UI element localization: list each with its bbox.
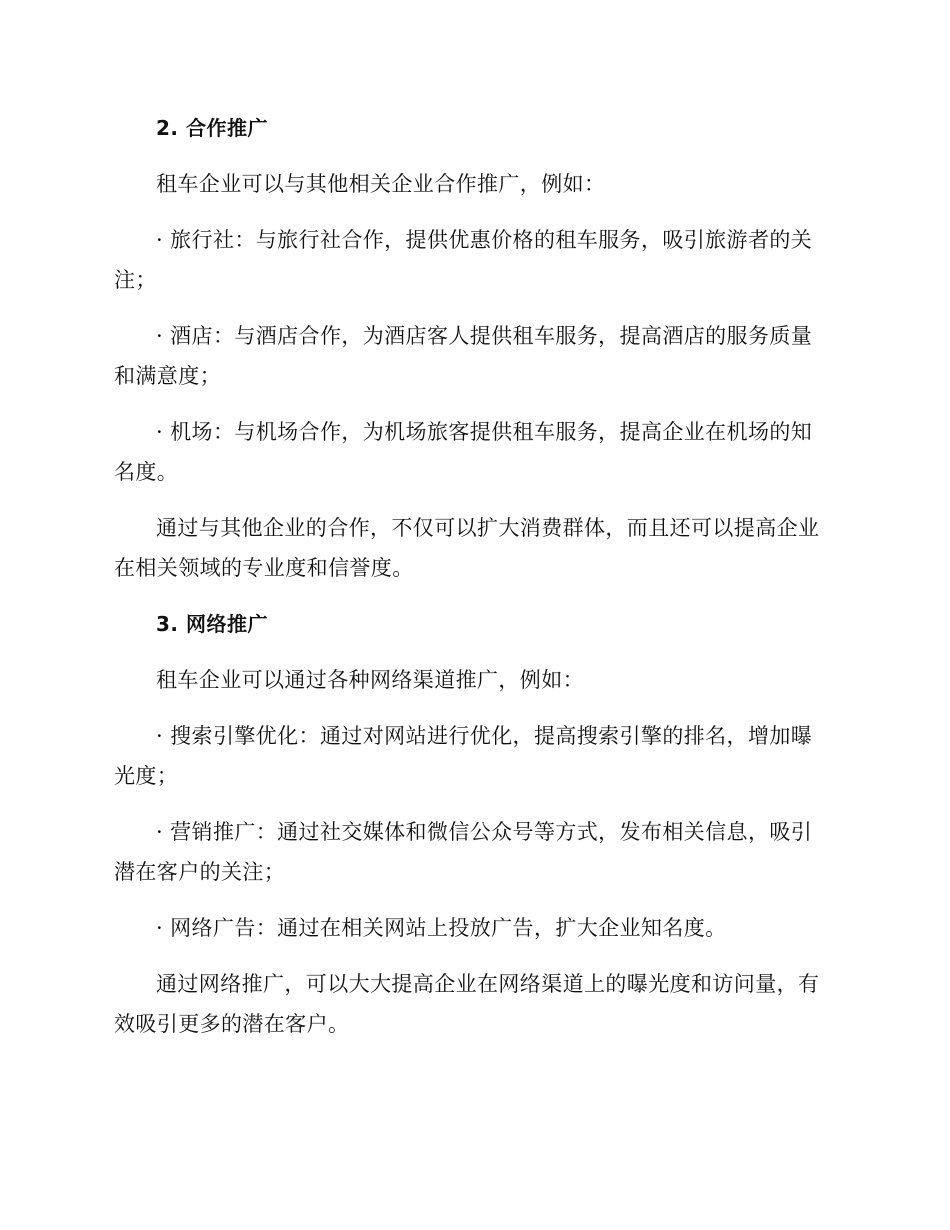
section-2-intro: 租车企业可以与其他相关企业合作推广，例如：: [156, 172, 606, 196]
section-3-bullet-online-ads: · 网络广告：通过在相关网站上投放广告，扩大企业知名度。: [156, 916, 727, 940]
section-3-intro: 租车企业可以通过各种网络渠道推广，例如：: [156, 668, 584, 692]
section-2-heading: 2. 合作推广: [156, 116, 268, 140]
document-page: [114, 108, 832, 1060]
section-3-summary: 通过网络推广，可以大大提高企业在网络渠道上的曝光度和访问量，有效吸引更多的潜在客户。: [114, 972, 820, 1036]
section-2-bullet-travel-agency: · 旅行社：与旅行社合作，提供优惠价格的租车服务，吸引旅游者的关注；: [114, 228, 813, 292]
section-2-bullet-hotel: · 酒店：与酒店合作，为酒店客人提供租车服务，提高酒店的服务质量和满意度；: [114, 324, 813, 388]
section-2-summary: 通过与其他企业的合作，不仅可以扩大消费群体，而且还可以提高企业在相关领域的专业度和信誉度。: [114, 516, 820, 580]
section-3-heading: 3. 网络推广: [156, 612, 268, 636]
section-2-bullet-airport: · 机场：与机场合作，为机场旅客提供租车服务，提高企业在机场的知名度。: [114, 420, 813, 484]
section-3-bullet-seo: · 搜索引擎优化：通过对网站进行优化，提高搜索引擎的排名，增加曝光度；: [114, 724, 813, 788]
section-3-bullet-marketing: · 营销推广：通过社交媒体和微信公众号等方式，发布相关信息，吸引潜在客户的关注；: [114, 820, 813, 884]
